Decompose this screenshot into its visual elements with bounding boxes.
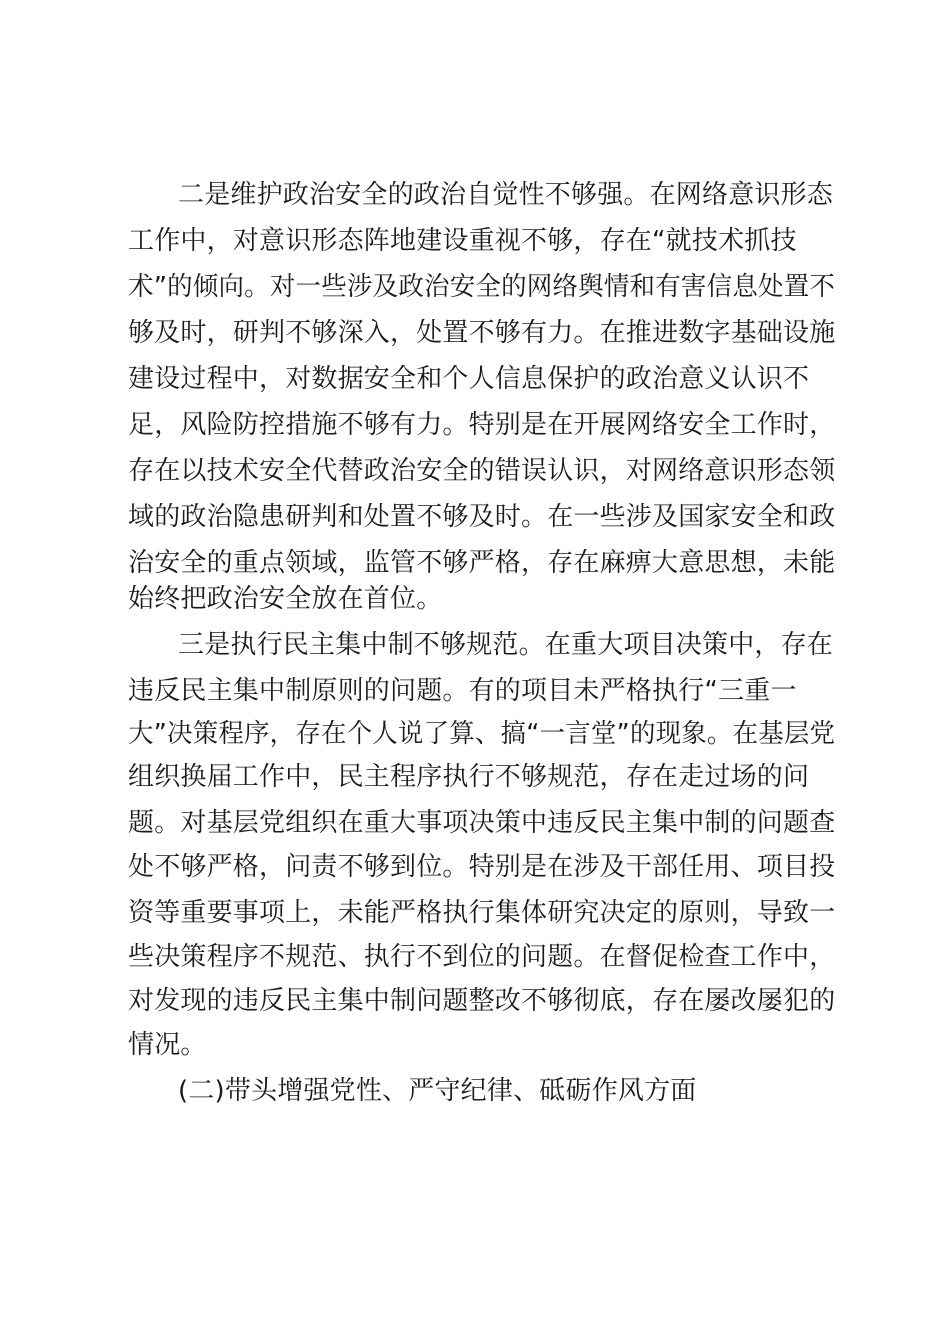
paragraph-1-line-2: 工作中，对意识形态阵地建设重视不够，存在“就技术抓技 bbox=[128, 226, 797, 256]
paragraph-2-line-9: 对发现的违反民主集中制问题整改不够彻底，存在屡改屡犯的 bbox=[128, 986, 836, 1016]
paragraph-1-line-3: 术”的倾向。对一些涉及政治安全的网络舆情和有害信息处置不 bbox=[128, 272, 836, 302]
paragraph-1-line-1: 二是维护政治安全的政治自觉性不够强。在网络意识形态 bbox=[178, 180, 834, 210]
paragraph-1-line-8: 域的政治隐患研判和处置不够及时。在一些涉及国家安全和政 bbox=[128, 502, 836, 532]
paragraph-2-line-7: 资等重要事项上，未能严格执行集体研究决定的原则，导致一 bbox=[128, 898, 836, 928]
paragraph-2-line-6: 处不够严格，问责不够到位。特别是在涉及干部任用、项目投 bbox=[128, 852, 836, 882]
paragraph-2-line-4: 组织换届工作中，民主程序执行不够规范，存在走过场的问 bbox=[128, 762, 810, 792]
paragraph-2-line-3: 大”决策程序，存在个人说了算、搞“一言堂”的现象。在基层党 bbox=[128, 719, 836, 749]
paragraph-2-line-10: 情况。 bbox=[128, 1030, 207, 1060]
paragraph-2-line-8: 些决策程序不规范、执行不到位的问题。在督促检查工作中， bbox=[128, 942, 836, 972]
paragraph-1-line-4: 够及时，研判不够深入，处置不够有力。在推进数字基础设施 bbox=[128, 318, 836, 348]
paragraph-1-line-6: 足，风险防控措施不够有力。特别是在开展网络安全工作时， bbox=[128, 410, 836, 440]
paragraph-2-line-5: 题。对基层党组织在重大事项决策中违反民主集中制的问题查 bbox=[128, 808, 836, 838]
paragraph-1-line-9: 治安全的重点领域，监管不够严格，存在麻痹大意思想，未能 bbox=[128, 548, 836, 578]
paragraph-2-line-1: 三是执行民主集中制不够规范。在重大项目决策中，存在 bbox=[178, 630, 834, 660]
section-heading: (二)带头增强党性、严守纪律、砥砺作风方面 bbox=[178, 1076, 697, 1106]
paragraph-1-line-7: 存在以技术安全代替政治安全的错误认识，对网络意识形态领 bbox=[128, 456, 836, 486]
paragraph-2-line-2: 违反民主集中制原则的问题。有的项目未严格执行“三重一 bbox=[128, 676, 797, 706]
paragraph-1-line-10: 始终把政治安全放在首位。 bbox=[128, 584, 443, 614]
paragraph-1-line-5: 建设过程中，对数据安全和个人信息保护的政治意义认识不 bbox=[128, 364, 810, 394]
